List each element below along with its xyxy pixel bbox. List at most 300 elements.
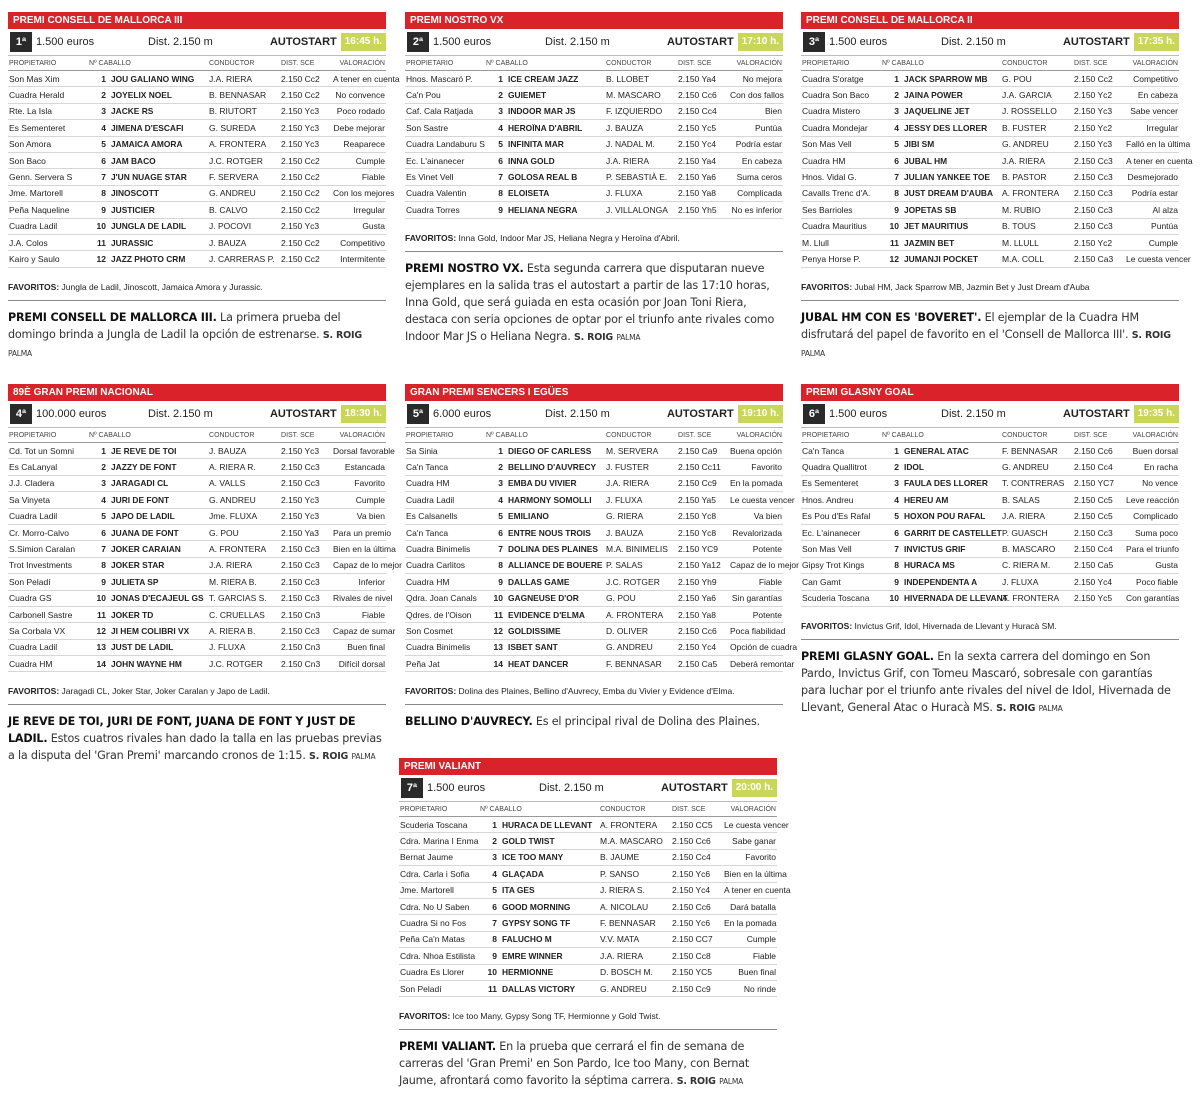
- horse-name-cell: EMRE WINNER: [501, 948, 599, 964]
- number-cell: 5: [485, 136, 507, 152]
- owner-cell: Cuadra HM: [405, 475, 485, 491]
- rating-cell: Cumple: [723, 931, 777, 947]
- horse-name-cell: GOOD MORNING: [501, 898, 599, 914]
- autostart-label: AUTOSTART: [269, 408, 337, 420]
- race-info-bar: [405, 401, 783, 428]
- autostart-label: AUTOSTART: [1062, 36, 1130, 48]
- distance-cell: 2.150 Cc3: [280, 590, 332, 606]
- driver-cell: M.A. COLL: [1001, 251, 1073, 267]
- horse-name-cell: HURACA DE LLEVANT: [501, 817, 599, 833]
- race-title: 89È GRAN PREMI NACIONAL: [8, 384, 386, 401]
- owner-cell: Trot Investments: [8, 557, 88, 573]
- distance-cell: 2.150 Yc5: [1073, 590, 1125, 606]
- table-row: [405, 639, 783, 655]
- race-card: [8, 384, 402, 765]
- owner-cell: Son Cosmet: [405, 623, 485, 639]
- number-cell: 9: [881, 202, 903, 218]
- owner-cell: M. Llull: [801, 234, 881, 250]
- rating-cell: Revalorizada: [729, 524, 783, 540]
- driver-cell: V.V. MATA: [599, 931, 671, 947]
- table-row: [8, 136, 386, 152]
- race-time-badge: 20:00 h.: [732, 779, 777, 797]
- race-number-badge: 4ª: [10, 404, 32, 424]
- col-driver-header: CONDUCTOR: [605, 56, 677, 71]
- distance-cell: 2.150 Ya8: [677, 185, 729, 201]
- col-horse-header: Nº CABALLO: [881, 56, 1001, 71]
- distance-cell: 2.150 YC7: [1073, 475, 1125, 491]
- col-dist-header: DIST. SCE: [671, 802, 723, 817]
- table-row: [399, 915, 777, 931]
- rating-cell: Buen dorsal: [1125, 443, 1179, 459]
- distance-cell: 2.150 Yc4: [677, 136, 729, 152]
- dateline: PALMA: [1038, 703, 1063, 713]
- number-cell: 2: [881, 87, 903, 103]
- rating-cell: No convence: [332, 87, 386, 103]
- col-owner-header: PROPIETARIO: [8, 428, 88, 443]
- distance-cell: 2.150 Ya4: [677, 152, 729, 168]
- horse-name-cell: BELLINO D'AUVRECY: [507, 459, 605, 475]
- distance-cell: 2.150 Cc3: [1073, 218, 1125, 234]
- race-number-badge: 6ª: [803, 404, 825, 424]
- owner-cell: Cuadra Binimelis: [405, 541, 485, 557]
- owner-cell: Genn. Servera S: [8, 169, 88, 185]
- owner-cell: Ca'n Tanca: [405, 524, 485, 540]
- race-purse: 6.000 euros: [433, 408, 492, 420]
- owner-cell: Cuadra Si no Fos: [399, 915, 479, 931]
- horse-name-cell: INVICTUS GRIF: [903, 541, 1001, 557]
- owner-cell: Cuadra Mauritius: [801, 218, 881, 234]
- rating-cell: Favorito: [332, 475, 386, 491]
- table-row: [8, 152, 386, 168]
- horse-name-cell: JONAS D'ECAJEUL GS: [110, 590, 208, 606]
- horse-name-cell: INNA GOLD: [507, 152, 605, 168]
- distance-cell: 2.150 YC5: [671, 964, 723, 980]
- owner-cell: Cuadra Mondejar: [801, 120, 881, 136]
- rating-cell: Deberá remontar: [729, 656, 783, 672]
- rating-cell: Fiable: [332, 606, 386, 622]
- driver-cell: J. BAUZA: [208, 443, 280, 459]
- number-cell: 8: [485, 557, 507, 573]
- number-cell: 7: [88, 541, 110, 557]
- horse-name-cell: DALLAS GAME: [507, 574, 605, 590]
- distance-cell: 2.150 Ya6: [677, 169, 729, 185]
- distance-cell: 2.150 Yc3: [1073, 103, 1125, 119]
- driver-cell: J.C. ROTGER: [208, 152, 280, 168]
- horse-name-cell: JUMANJI POCKET: [903, 251, 1001, 267]
- number-cell: 6: [881, 524, 903, 540]
- number-cell: 2: [485, 87, 507, 103]
- owner-cell: Cuadra Carlitos: [405, 557, 485, 573]
- owner-cell: Cuadra Ladil: [405, 492, 485, 508]
- driver-cell: J. NADAL M.: [605, 136, 677, 152]
- race-title: GRAN PREMI SENCERS I EGÜES: [405, 384, 783, 401]
- commentary-title: PREMI NOSTRO VX.: [405, 261, 524, 275]
- driver-cell: M. SERVERA: [605, 443, 677, 459]
- driver-cell: M. RUBIO: [1001, 202, 1073, 218]
- table-row: [8, 87, 386, 103]
- driver-cell: J.A. RIERA: [605, 152, 677, 168]
- rating-cell: Irregular: [332, 202, 386, 218]
- autostart-label: AUTOSTART: [666, 408, 734, 420]
- owner-cell: Cuadra Ladil: [8, 639, 88, 655]
- table-row: [8, 590, 386, 606]
- owner-cell: Cuadra S'oratge: [801, 71, 881, 87]
- autostart-label: AUTOSTART: [660, 782, 728, 794]
- race-card: [801, 384, 1179, 717]
- number-cell: 4: [88, 120, 110, 136]
- race-info-bar: [8, 29, 386, 56]
- horse-name-cell: JULIAN YANKEE TOE: [903, 169, 1001, 185]
- number-cell: 1: [88, 71, 110, 87]
- owner-cell: Jme. Martorell: [8, 185, 88, 201]
- race-distance: Dist. 2.150 m: [941, 36, 1006, 48]
- horse-name-cell: EMBA DU VIVIER: [507, 475, 605, 491]
- table-row: [8, 120, 386, 136]
- number-cell: 1: [479, 817, 501, 833]
- owner-cell: Son Peladí: [8, 574, 88, 590]
- race-time-badge: 18:30 h.: [341, 405, 386, 423]
- distance-cell: 2.150 Cc8: [671, 948, 723, 964]
- owner-cell: Es Vinet Vell: [405, 169, 485, 185]
- race-distance: Dist. 2.150 m: [148, 36, 213, 48]
- owner-cell: Cuadra Son Baco: [801, 87, 881, 103]
- driver-cell: J. BAUZA: [208, 234, 280, 250]
- distance-cell: 2.150 Yc2: [1073, 87, 1125, 103]
- author-signature: S. ROIG: [309, 751, 349, 763]
- distance-cell: 2.150 Cc9: [677, 475, 729, 491]
- horse-name-cell: JACK SPARROW MB: [903, 71, 1001, 87]
- author-signature: S. ROIG: [676, 1076, 716, 1088]
- horse-name-cell: GOLDISSIME: [507, 623, 605, 639]
- commentary-text: Esta segunda carrera que disputaran nueve ejemplares en la salida tras el autostart a partir de las 17:10 horas, Inna Gold, que será guiada en esta ocasión por Joan Toni Riera, destaca con seria opciones de optar por el triunfo ante rivales como Indoor Mar JS o Heliana Negra.: [405, 261, 775, 343]
- distance-cell: 2.150 Ya4: [677, 71, 729, 87]
- rating-cell: Potente: [729, 541, 783, 557]
- race-distance: Dist. 2.150 m: [148, 408, 213, 420]
- entries-header-row: [8, 56, 386, 71]
- race-card: [8, 12, 400, 362]
- favorites-line: [8, 682, 386, 705]
- race-number-badge: 5ª: [407, 404, 429, 424]
- horse-name-cell: JUST DREAM D'AUBA: [903, 185, 1001, 201]
- distance-cell: 2.150 Yc3: [280, 218, 332, 234]
- distance-cell: 2.150 Cc3: [1073, 524, 1125, 540]
- table-row: [405, 87, 783, 103]
- distance-cell: 2.150 Cc11: [677, 459, 729, 475]
- favorites-line: [801, 278, 1179, 301]
- dateline: PALMA: [801, 348, 825, 358]
- table-row: [405, 656, 783, 672]
- number-cell: 4: [88, 492, 110, 508]
- horse-name-cell: ENTRE NOUS TROIS: [507, 524, 605, 540]
- horse-name-cell: GLAÇADA: [501, 866, 599, 882]
- horse-name-cell: GENERAL ATAC: [903, 443, 1001, 459]
- table-row: [8, 202, 386, 218]
- number-cell: 8: [479, 931, 501, 947]
- distance-cell: 2.150 Cn3: [280, 639, 332, 655]
- driver-cell: F. BENNASAR: [1001, 443, 1073, 459]
- number-cell: 6: [88, 524, 110, 540]
- distance-cell: 2.150 Yc4: [671, 882, 723, 898]
- race-distance: Dist. 2.150 m: [941, 408, 1006, 420]
- driver-cell: B. BENNASAR: [208, 87, 280, 103]
- commentary-text: Estos cuatros rivales han dado la talla en las pruebas previas a la disputa del 'Gran Premi' marcando cronos de 1:15.: [8, 732, 382, 763]
- table-row: [8, 234, 386, 250]
- col-rating-header: VALORACIÓN: [332, 428, 386, 443]
- horse-name-cell: JUBAL HM: [903, 152, 1001, 168]
- driver-cell: G. ANDREU: [208, 492, 280, 508]
- distance-cell: 2.150 Yc5: [677, 120, 729, 136]
- commentary-title: PREMI CONSELL DE MALLORCA III.: [8, 310, 217, 324]
- race-purse: 1.500 euros: [829, 36, 888, 48]
- col-owner-header: PROPIETARIO: [801, 428, 881, 443]
- table-row: [399, 849, 777, 865]
- horse-name-cell: IDOL: [903, 459, 1001, 475]
- col-dist-header: DIST. SCE: [280, 56, 332, 71]
- number-cell: 8: [88, 185, 110, 201]
- horse-name-cell: JOKER CARAIAN: [110, 541, 208, 557]
- number-cell: 5: [88, 136, 110, 152]
- col-dist-header: DIST. SCE: [677, 56, 729, 71]
- number-cell: 1: [485, 443, 507, 459]
- number-cell: 8: [881, 185, 903, 201]
- distance-cell: 2.150 Cc3: [280, 574, 332, 590]
- table-row: [399, 817, 777, 833]
- horse-name-cell: JULIETA SP: [110, 574, 208, 590]
- driver-cell: G. ANDREU: [599, 980, 671, 996]
- number-cell: 10: [88, 590, 110, 606]
- favorites-text: Jungla de Ladil, Jinoscott, Jamaica Amora y Jurassic.: [61, 281, 263, 292]
- distance-cell: 2.150 Cc3: [280, 459, 332, 475]
- rating-cell: Con garantías: [1125, 590, 1179, 606]
- distance-cell: 2.150 Cc3: [1073, 185, 1125, 201]
- distance-cell: 2.150 Cc3: [280, 475, 332, 491]
- dateline: PALMA: [719, 1077, 744, 1087]
- driver-cell: F. BENNASAR: [599, 915, 671, 931]
- driver-cell: G. SUREDA: [208, 120, 280, 136]
- number-cell: 4: [479, 866, 501, 882]
- race-commentary: [8, 309, 386, 362]
- horse-name-cell: JUNGLA DE LADIL: [110, 218, 208, 234]
- race-card: [399, 758, 791, 1090]
- horse-name-cell: EVIDENCE D'ELMA: [507, 606, 605, 622]
- commentary-text: El ejemplar de la Cuadra HM disfrutará del papel de favorito en el 'Consell de Mallorca III'.: [801, 310, 1139, 341]
- table-row: [8, 218, 386, 234]
- rating-cell: Debe mejorar: [332, 120, 386, 136]
- distance-cell: 2.150 Cc6: [677, 87, 729, 103]
- distance-cell: 2.150 Cc4: [671, 849, 723, 865]
- table-row: [801, 524, 1179, 540]
- owner-cell: Sa Sinia: [405, 443, 485, 459]
- driver-cell: J.A. RIERA: [605, 475, 677, 491]
- rating-cell: Potente: [729, 606, 783, 622]
- table-row: [8, 169, 386, 185]
- distance-cell: 2.150 Cc2: [280, 234, 332, 250]
- driver-cell: A. RIERA B.: [208, 623, 280, 639]
- col-rating-header: VALORACIÓN: [723, 802, 777, 817]
- distance-cell: 2.150 Cc3: [1073, 169, 1125, 185]
- rating-cell: Con los mejores: [332, 185, 386, 201]
- distance-cell: 2.150 Yc2: [1073, 234, 1125, 250]
- number-cell: 8: [88, 557, 110, 573]
- col-dist-header: DIST. SCE: [1073, 56, 1125, 71]
- table-row: [405, 136, 783, 152]
- col-driver-header: CONDUCTOR: [605, 428, 677, 443]
- rating-cell: Complicada: [729, 185, 783, 201]
- owner-cell: Scuderia Toscana: [399, 817, 479, 833]
- col-dist-header: DIST. SCE: [677, 428, 729, 443]
- number-cell: 11: [485, 606, 507, 622]
- commentary-title: JUBAL HM CON ES 'BOVERET'.: [801, 310, 982, 324]
- distance-cell: 2.150 Yc8: [677, 508, 729, 524]
- horse-name-cell: INDEPENDENTA A: [903, 574, 1001, 590]
- rating-cell: En racha: [1125, 459, 1179, 475]
- dateline: PALMA: [351, 752, 376, 762]
- driver-cell: A. VALLS: [208, 475, 280, 491]
- distance-cell: 2.150 CC7: [671, 931, 723, 947]
- rating-cell: En la pomada: [729, 475, 783, 491]
- number-cell: 7: [881, 169, 903, 185]
- rating-cell: Podría estar: [729, 136, 783, 152]
- owner-cell: Son Mas Vell: [801, 136, 881, 152]
- race-purse: 100.000 euros: [36, 408, 107, 420]
- number-cell: 3: [881, 475, 903, 491]
- col-owner-header: PROPIETARIO: [801, 56, 881, 71]
- driver-cell: D. OLIVER: [605, 623, 677, 639]
- favorites-text: Jubal HM, Jack Sparrow MB, Jazmin Bet y Just Dream d'Auba: [854, 281, 1090, 292]
- owner-cell: J.A. Colos: [8, 234, 88, 250]
- table-row: [8, 574, 386, 590]
- commentary-text: Es el principal rival de Dolina des Plaines.: [535, 715, 760, 729]
- horse-name-cell: JAZMIN BET: [903, 234, 1001, 250]
- rating-cell: No vence: [1125, 475, 1179, 491]
- owner-cell: Es CaLanyal: [8, 459, 88, 475]
- owner-cell: Peña Jat: [405, 656, 485, 672]
- horse-name-cell: HOXON POU RAFAL: [903, 508, 1001, 524]
- entries-table: [801, 56, 1193, 268]
- table-row: [801, 103, 1179, 119]
- table-row: [399, 980, 777, 996]
- horse-name-cell: ICE TOO MANY: [501, 849, 599, 865]
- driver-cell: A. FRONTERA: [599, 817, 671, 833]
- owner-cell: Peña Naqueline: [8, 202, 88, 218]
- horse-name-cell: JAZZ PHOTO CRM: [110, 251, 208, 267]
- col-rating-header: VALORACIÓN: [729, 428, 783, 443]
- driver-cell: J.C. ROTGER: [605, 574, 677, 590]
- rating-cell: Fiable: [332, 169, 386, 185]
- distance-cell: 2.150 Cn3: [280, 606, 332, 622]
- owner-cell: Cuadra Valentin: [405, 185, 485, 201]
- driver-cell: P. SALAS: [605, 557, 677, 573]
- race-commentary: [405, 260, 783, 346]
- table-row: [801, 234, 1179, 250]
- owner-cell: Can Gamt: [801, 574, 881, 590]
- rating-cell: Complicado: [1125, 508, 1179, 524]
- distance-cell: 2.150 Cc2: [1073, 71, 1125, 87]
- owner-cell: Sa Vinyeta: [8, 492, 88, 508]
- owner-cell: Cuadra HM: [405, 574, 485, 590]
- col-rating-header: VALORACIÓN: [1125, 56, 1179, 71]
- distance-cell: 2.150 Cc6: [671, 898, 723, 914]
- autostart-label: AUTOSTART: [666, 36, 734, 48]
- rating-cell: Buen final: [723, 964, 777, 980]
- distance-cell: 2.150 Cc3: [1073, 152, 1125, 168]
- driver-cell: J.A. RIERA: [208, 557, 280, 573]
- number-cell: 13: [485, 639, 507, 655]
- driver-cell: J.C. ROTGER: [208, 656, 280, 672]
- distance-cell: 2.150 Cc6: [1073, 443, 1125, 459]
- driver-cell: B. LLOBET: [605, 71, 677, 87]
- number-cell: 5: [881, 508, 903, 524]
- table-row: [405, 71, 783, 87]
- horse-name-cell: JOKER STAR: [110, 557, 208, 573]
- horse-name-cell: JARAGADI CL: [110, 475, 208, 491]
- number-cell: 12: [88, 623, 110, 639]
- entries-table: [8, 56, 400, 268]
- rating-cell: Poco fiable: [1125, 574, 1179, 590]
- horse-name-cell: HELIANA NEGRA: [507, 202, 605, 218]
- driver-cell: J. BAUZA: [605, 524, 677, 540]
- rating-cell: Rivales de nivel: [332, 590, 386, 606]
- driver-cell: A. FRONTERA: [1001, 590, 1073, 606]
- driver-cell: G. ANDREU: [1001, 459, 1073, 475]
- owner-cell: Cuadra GS: [8, 590, 88, 606]
- race-number-badge: 2ª: [407, 32, 429, 52]
- horse-name-cell: HURACA MS: [903, 557, 1001, 573]
- number-cell: 3: [479, 849, 501, 865]
- number-cell: 6: [881, 152, 903, 168]
- favorites-text: Inna Gold, Indoor Mar JS, Heliana Negra y Heroïna d'Abril.: [458, 232, 680, 243]
- race-info-bar: [801, 401, 1179, 428]
- horse-name-cell: JESSY DES LLORER: [903, 120, 1001, 136]
- driver-cell: C. RIERA M.: [1001, 557, 1073, 573]
- owner-cell: Es Calsanells: [405, 508, 485, 524]
- number-cell: 9: [881, 574, 903, 590]
- number-cell: 1: [881, 71, 903, 87]
- number-cell: 5: [881, 136, 903, 152]
- rating-cell: Puntúa: [1125, 218, 1179, 234]
- owner-cell: Peña Ca'n Matas: [399, 931, 479, 947]
- number-cell: 5: [485, 508, 507, 524]
- rating-cell: Para el triunfo: [1125, 541, 1179, 557]
- rating-cell: Dará batalla: [723, 898, 777, 914]
- rating-cell: Suma ceros: [729, 169, 783, 185]
- owner-cell: J.J. Cladera: [8, 475, 88, 491]
- race-commentary: [399, 1038, 777, 1090]
- horse-name-cell: ELOISETA: [507, 185, 605, 201]
- owner-cell: Jme. Martorell: [399, 882, 479, 898]
- owner-cell: Son Peladí: [399, 980, 479, 996]
- number-cell: 6: [479, 898, 501, 914]
- favorites-line: [405, 229, 783, 252]
- rating-cell: Estancada: [332, 459, 386, 475]
- distance-cell: 2.150 Yc3: [280, 492, 332, 508]
- distance-cell: 2.150 Ca5: [677, 656, 729, 672]
- col-driver-header: CONDUCTOR: [208, 428, 280, 443]
- owner-cell: Cuadra Ladil: [8, 218, 88, 234]
- owner-cell: Son Baco: [8, 152, 88, 168]
- author-signature: S. ROIG: [573, 331, 614, 343]
- owner-cell: S.Simion Caralan: [8, 541, 88, 557]
- owner-cell: Ca'n Tanca: [801, 443, 881, 459]
- rating-cell: Competitivo: [332, 234, 386, 250]
- rating-cell: En la pomada: [723, 915, 777, 931]
- table-row: [405, 169, 783, 185]
- rating-cell: Bien en la última: [723, 866, 777, 882]
- driver-cell: A. FRONTERA: [605, 606, 677, 622]
- table-row: [8, 475, 386, 491]
- owner-cell: Hnos. Mascaró P.: [405, 71, 485, 87]
- owner-cell: Cdra. Marina I Enma: [399, 833, 479, 849]
